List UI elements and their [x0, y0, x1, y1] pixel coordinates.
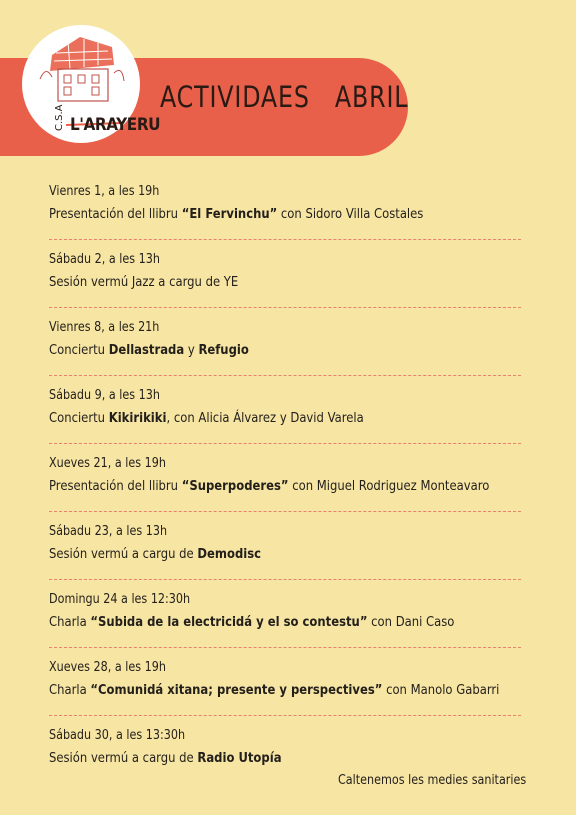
- event-item: [49, 660, 523, 728]
- event-text: Presentación del llibru: [49, 206, 182, 222]
- event-date: Xueves 28, a les 19h: [49, 660, 166, 675]
- event-highlight: “Subida de la electricidá y el so contestu”: [90, 614, 368, 630]
- event-item: [49, 524, 523, 592]
- event-date: Domingu 24 a les 12:30h: [49, 592, 191, 607]
- event-date: Sábadu 23, a les 13h: [49, 524, 168, 539]
- logo-name: L'ARAYERU: [70, 115, 161, 135]
- event-text: Sesión vermú a cargu de: [49, 546, 198, 562]
- event-text: Conciertu: [49, 342, 109, 358]
- event-description: [49, 614, 454, 630]
- event-text: Sesión vermú Jazz a cargu de YE: [49, 274, 239, 290]
- event-item: [49, 252, 523, 320]
- event-text: Conciertu: [49, 410, 109, 426]
- event-item: [49, 456, 523, 524]
- dashed-divider: [49, 443, 521, 444]
- event-text: Charla: [49, 682, 91, 698]
- dashed-divider: [49, 375, 521, 376]
- dashed-divider: [49, 715, 521, 716]
- event-description: [49, 478, 489, 494]
- dashed-divider: [49, 307, 521, 308]
- event-highlight: Demodisc: [197, 546, 262, 562]
- event-highlight: “Comunidá xitana; presente y perspectives”: [90, 682, 383, 698]
- event-description: [49, 682, 499, 698]
- event-item: [49, 388, 523, 456]
- event-text: Presentación del llibru: [49, 478, 182, 494]
- event-date: Sábadu 30, a les 13:30h: [49, 728, 186, 743]
- event-description: [49, 410, 364, 426]
- event-text: con Miguel Rodriguez Monteavaro: [288, 478, 490, 494]
- event-item: [49, 184, 523, 252]
- event-date: Xueves 21, a les 19h: [49, 456, 166, 471]
- dashed-divider: [49, 647, 521, 648]
- dashed-divider: [49, 511, 521, 512]
- event-highlight: Kikirikiki: [108, 410, 167, 426]
- event-text: Charla: [49, 614, 91, 630]
- event-text: Sesión vermú a cargu de: [49, 750, 198, 766]
- event-text: y: [184, 342, 199, 358]
- event-highlight: “El Fervinchu”: [181, 206, 278, 222]
- event-date: Sábadu 9, a les 13h: [49, 388, 160, 403]
- event-item: [49, 592, 523, 660]
- event-description: [49, 274, 238, 290]
- event-text: con Dani Caso: [367, 614, 455, 630]
- page-title: ACTIVIDAES ABRIL: [160, 80, 409, 114]
- dashed-divider: [49, 579, 521, 580]
- event-text: , con Alicia Álvarez y David Varela: [166, 410, 364, 426]
- footer-note: Caltenemos les medies sanitaries: [338, 773, 527, 788]
- event-description: [49, 546, 261, 562]
- event-highlight: Refugio: [198, 342, 249, 358]
- event-date: Sábadu 2, a les 13h: [49, 252, 160, 267]
- event-highlight: Dellastrada: [108, 342, 185, 358]
- event-highlight: Radio Utopía: [197, 750, 282, 766]
- event-description: [49, 750, 282, 766]
- event-description: [49, 342, 249, 358]
- logo-prefix: C.S.A: [54, 104, 65, 131]
- event-list: [49, 184, 523, 796]
- event-date: Vienres 1, a les 19h: [49, 184, 160, 199]
- event-item: [49, 320, 523, 388]
- event-description: [49, 206, 423, 222]
- event-text: con Manolo Gabarri: [382, 682, 500, 698]
- logo: [22, 25, 161, 143]
- event-date: Vienres 8, a les 21h: [49, 320, 160, 335]
- event-highlight: “Superpoderes”: [181, 478, 289, 494]
- event-text: con Sidoro Villa Costales: [277, 206, 424, 222]
- dashed-divider: [49, 239, 521, 240]
